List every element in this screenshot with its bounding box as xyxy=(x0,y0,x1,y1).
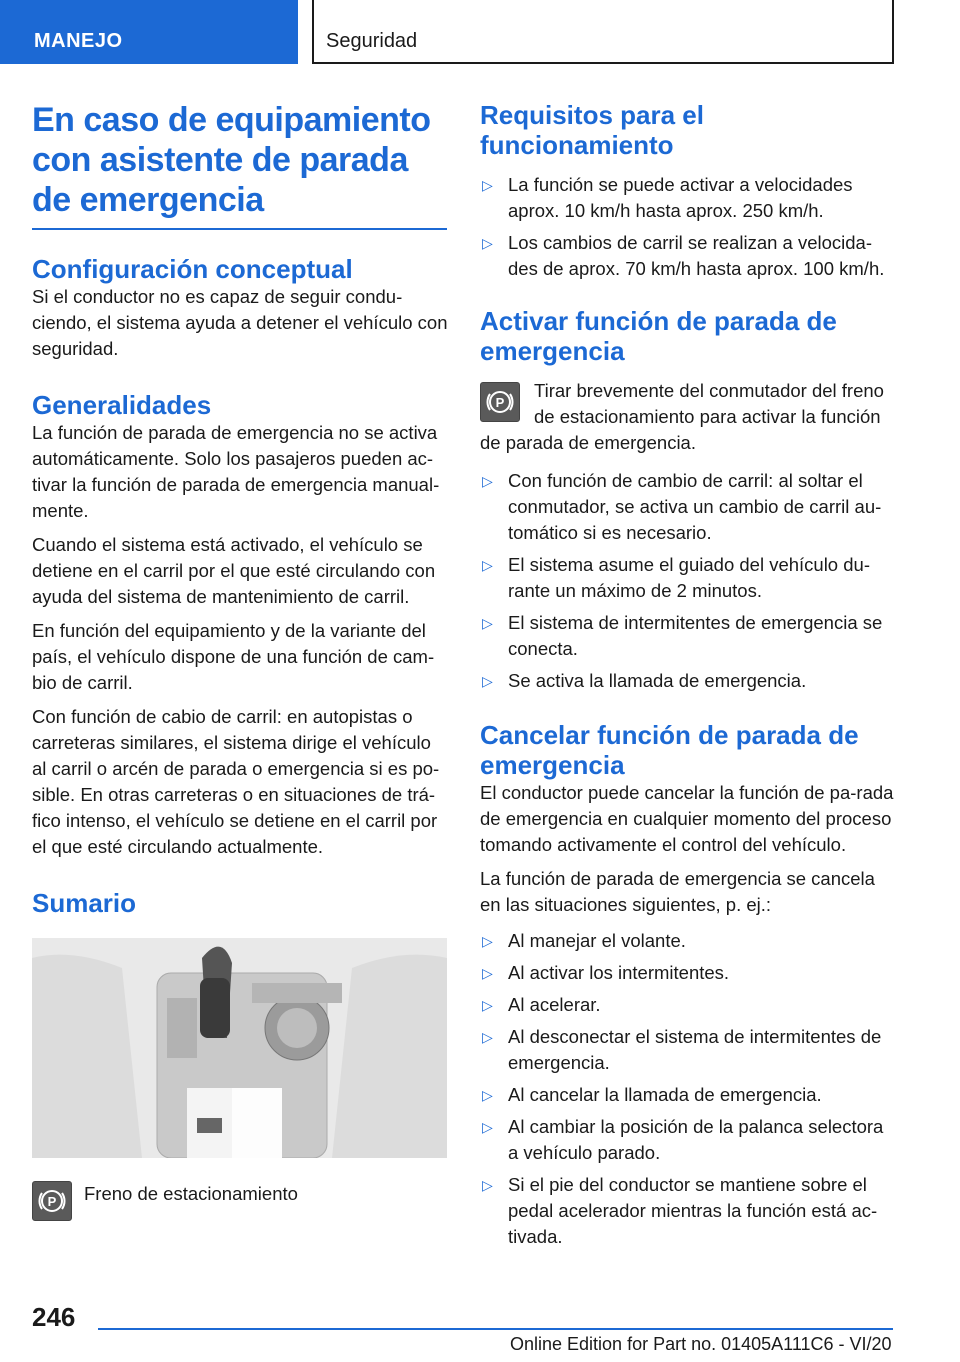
triangle-bullet-icon: ▷ xyxy=(482,235,493,251)
triangle-bullet-icon: ▷ xyxy=(482,1177,493,1193)
paragraph-activate: Tirar brevemente del conmutador del freno de estacionamiento para activar la función de parada de emergencia. xyxy=(480,380,884,453)
activate-list xyxy=(480,468,898,694)
paragraph-cancel-2: La función de parada de emergencia se cancela en las situaciones siguientes, p. ej.: xyxy=(480,868,875,915)
svg-text:P: P xyxy=(47,1194,57,1209)
edition-text: Online Edition for Part no. 01405A111C6 - VI/20 xyxy=(510,1334,892,1354)
list-item: ▷ Al cancelar la llamada de emergencia. xyxy=(480,1082,898,1108)
center-console-photo xyxy=(32,938,447,1158)
triangle-bullet-icon: ▷ xyxy=(482,473,493,489)
triangle-bullet-icon: ▷ xyxy=(482,177,493,193)
list-item: ▷ Si el pie del conductor se mantiene sobre el pedal acelerador mientras la función está ac-tivada. xyxy=(482,1174,878,1247)
heading-cancel: Cancelar función de parada de emergencia xyxy=(480,720,859,780)
section-label: Seguridad xyxy=(326,30,418,52)
triangle-bullet-icon: ▷ xyxy=(482,673,493,689)
list-item: ▷ El sistema de intermitentes de emergencia se conecta. xyxy=(482,612,883,659)
footer-rule xyxy=(98,1328,893,1330)
caption-text: Freno de estacionamiento xyxy=(84,1183,298,1204)
requirements-list xyxy=(480,172,898,282)
cancel-list xyxy=(480,928,898,1250)
list-item: ▷ La función se puede activar a velocidades aprox. 10 km/h hasta aprox. 250 km/h. xyxy=(482,174,853,221)
triangle-bullet-icon: ▷ xyxy=(482,933,493,949)
svg-text:P: P xyxy=(495,395,505,410)
triangle-bullet-icon: ▷ xyxy=(482,965,493,981)
list-item: ▷ Con función de cambio de carril: al soltar el conmutador, se activa un cambio de carril au-tomático si es necesario. xyxy=(482,470,882,543)
parking-brake-icon xyxy=(480,382,520,422)
heading-activate: Activar función de parada de emergencia xyxy=(480,306,837,366)
list-item: ▷ Los cambios de carril se realizan a velocida-des de aprox. 70 km/h hasta aprox. 100 km/h. xyxy=(482,232,885,279)
triangle-bullet-icon: ▷ xyxy=(482,1029,493,1045)
parking-brake-icon xyxy=(32,1181,72,1221)
heading-sumario: Sumario xyxy=(32,888,137,918)
list-item: ▷ Al activar los intermitentes. xyxy=(480,960,898,986)
paragraph-general-2: Cuando el sistema está activado, el vehículo se detiene en el carril por el que esté circulando con ayuda del sistema de mantenimiento de carril. xyxy=(32,534,436,607)
list-item: ▷ Al acelerar. xyxy=(480,992,898,1018)
chapter-label: MANEJO xyxy=(34,30,123,52)
list-item: ▷ Se activa la llamada de emergencia. xyxy=(480,668,898,694)
triangle-bullet-icon: ▷ xyxy=(482,1119,493,1135)
triangle-bullet-icon: ▷ xyxy=(482,557,493,573)
triangle-bullet-icon: ▷ xyxy=(482,1087,493,1103)
triangle-bullet-icon: ▷ xyxy=(482,615,493,631)
heading-requirements: Requisitos para el funcionamiento xyxy=(480,100,704,160)
header-rule xyxy=(314,62,894,64)
list-item: ▷ Al desconectar el sistema de intermitentes de emergencia. xyxy=(482,1026,882,1073)
header-divider xyxy=(312,0,314,64)
left-column xyxy=(32,100,450,1231)
heading-config: Configuración conceptual xyxy=(32,254,353,284)
right-column xyxy=(480,100,898,1256)
paragraph-cancel-1: El conductor puede cancelar la función de pa-rada de emergencia en cualquier momento del proceso tomando activamente el control del vehículo. xyxy=(480,782,894,855)
caption-row xyxy=(32,1181,450,1231)
list-item: ▷ El sistema asume el guiado del vehículo du-rante un máximo de 2 minutos. xyxy=(482,554,870,601)
paragraph-general-3: En función del equipamiento y de la variante del país, el vehículo dispone de una función de cam-bio de carril. xyxy=(32,620,435,693)
list-item: ▷ Al cambiar la posición de la palanca selectora a vehículo parado. xyxy=(482,1116,884,1163)
page-title: En caso de equipamiento con asistente de parada de emergencia xyxy=(32,101,431,219)
header-divider-right xyxy=(892,0,894,64)
activate-paragraph-row xyxy=(480,378,898,456)
heading-general: Generalidades xyxy=(32,390,212,420)
chapter-tab xyxy=(0,0,298,64)
paragraph-config: Si el conductor no es capaz de seguir condu-ciendo, el sistema ayuda a detener el vehículo con seguridad. xyxy=(32,286,448,359)
list-item: ▷ Al manejar el volante. xyxy=(480,928,898,954)
page-number: 246 xyxy=(32,1302,76,1332)
paragraph-general-1: La función de parada de emergencia no se activa automáticamente. Solo los pasajeros pueden ac-tivar la función de parada de emergencia manual-mente. xyxy=(32,422,440,521)
paragraph-general-4: Con función de cabio de carril: en autopistas o carreteras similares, el sistema dirige el vehículo al carril o arcén de parada o emergencia si es po-sible. En otras carreteras o en situaciones de trá-fico intenso, el vehículo se detiene en el carril por el que esté circulando actualmente. xyxy=(32,706,440,857)
triangle-bullet-icon: ▷ xyxy=(482,997,493,1013)
